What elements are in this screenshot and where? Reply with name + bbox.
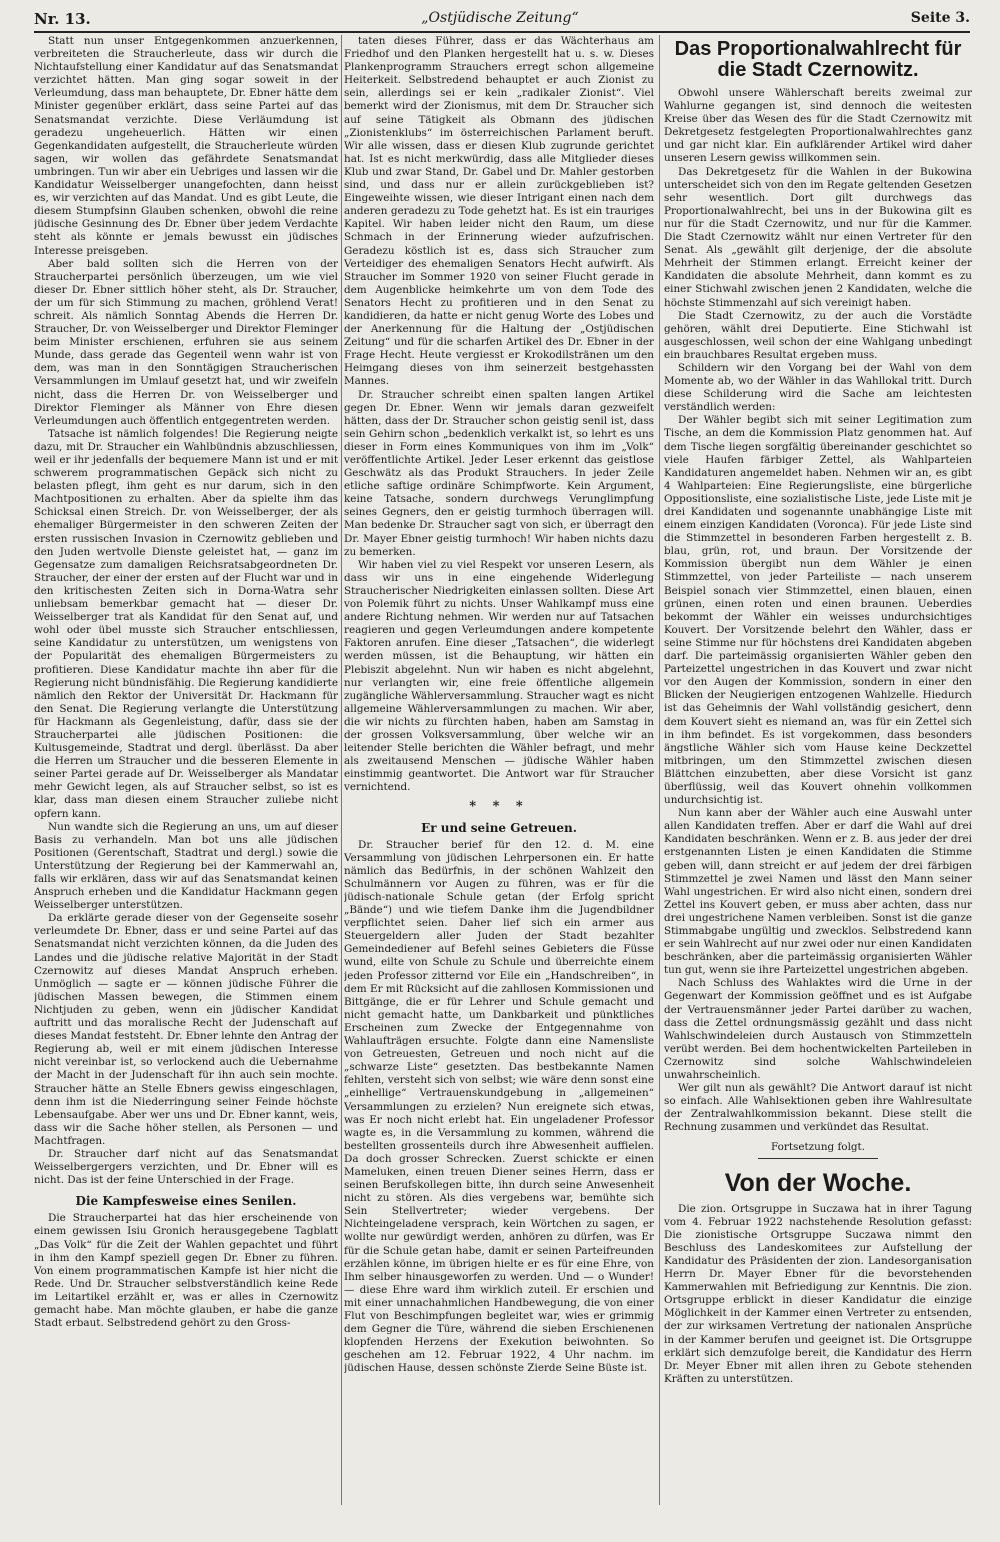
article-paragraph: Statt nun unser Entgegenkommen anzuerkennen, verbreiteten die Straucherleute, dass wir durch die Nichtaufstellung einer Kandidatur auf das Senatsmandat verzichtet hätten. Man ging sogar soweit in der Verleumdung, dass man behauptete, Dr. Ebner hätte dem Minister gegenüber erklärt, dass seine Partei auf das Senatsmandat verzichte. Diese Verläumdung ist geradezu ungeheuerlich. Hätten wir einen Gegenkandidaten aufgestellt, die Straucherleute würden sagen, wir wollen das gefährdete Senatsmandat umbringen. Tun wir aber ein Uebriges und lassen wir die Kandidatur Weisselberger unangefochten, dann heisst es, wir verzichten auf das Mandat. Und es gibt Leute, die diesem Stumpfsinn Glauben schenken, obwohl die reine jüdische Gesinnung des Dr. Ebner über jedem Verdachte steht als könnte er jemals bewusst ein jüdisches Interesse preisgeben. xyxy=(34,35,338,257)
article-paragraph: Die Straucherpartei hat das hier erscheinende von einem gewissen Isiu Gronich herausgegebene Tagblatt „Das Volk“ für die Zeit der Wahlen gepachtet und führt in ihm den Kampf speziell gegen Dr. Ebner zu führen. Von einem programmatischen Kampfe ist hier nicht die Rede. Und Dr. Straucher selbstverständlich keine Rede im Leitartikel erzählt er, was er alles in Czernowitz gemacht habe. Man möchte glauben, er habe die ganze Stadt erbaut. Selbstredend gehört zu den Gross- xyxy=(34,1212,338,1330)
article-paragraph: Schildern wir den Vorgang bei der Wahl von dem Momente ab, wo der Wähler in das Wahllokal tritt. Durch diese Schilderung wird die Sache am leichtesten verständlich werden: xyxy=(664,361,972,414)
section-headline: Von der Woche. xyxy=(724,1168,912,1197)
newspaper-title: „Ostjüdische Zeitung“ xyxy=(421,10,579,26)
issue-number: Nr. 13. xyxy=(34,10,91,28)
continuation-note: Fortsetzung folgt. xyxy=(770,1140,866,1153)
section-title: Die Kampfesweise eines Senilen. xyxy=(75,1194,297,1209)
article-paragraph: taten dieses Führer, dass er das Wächterhaus am Friedhof und den Planken hergestellt hat u. s. w. Dieses Plankenprogramm Strauchers erregt schon allgemeine Heiterkeit. Selbstredend behauptet er auch Zionist zu sein, allerdings sei er kein „radikaler Zionist“. Viel bemerkt wird der Zionismus, mit dem Dr. Straucher sich auf seine Tätigkeit als Obmann des jüdischen „Zionistenklubs“ im österreichischen Parlament beruft. Wir alle wissen, dass er diesen Klub zugrunde gerichtet hat. Ist es nicht merkwürdig, dass alle Mitglieder dieses Klub und zwar Stand, Dr. Gabel und Dr. Mahler gestorben sind, und dass nur er allein zurückgeblieben ist? Eingeweihte wissen, wie dieser Intrigant einen nach dem anderen geradezu zu Tode gehetzt hat. Es ist ein trauriges Kapitel. Wir haben leider nicht den Raum, um diese Schmach in der Erinnerung wieder aufzufrischen. Geradezu köstlich ist es, dass sich Straucher zum Verteidiger des ehemaligen Senators Hecht aufwirft. Als Straucher im Sommer 1920 von seiner Flucht gerade in dem Augenblicke heimkehrte um von dem Tode des Senators Hecht zu profitieren und in den Senat zu kandidieren, da hatte er nicht genug Worte des Lobes und der Anerkennung für die Haltung der „Ostjüdischen Zeitung“ und für die scharfen Artikel des Dr. Ebner in der Frage Hecht. Heute vergiesst er Krokodilstränen um den Heimgang dieses von ihm seinerzeit bestgehassten Mannes. xyxy=(344,35,654,388)
article-paragraph: Das Dekretgesetz für die Wahlen in der Bukowina unterscheidet sich von den im Regate geltenden Gesetzen sehr wesentlich. Dort gilt durchwegs das Proportionalwahlrecht, bei uns in der Bukowina gilt es nur für die Stadt Czernowitz, und nur für die Kammer. Die Stadt Czernowitz wählt nur einen Vertreter für den Senat. Als „gewählt gilt derjenige, der die absolute Mehrheit der Stimmen erlangt. Erreicht keiner der Kandidaten die absolute Mehrheit, dann kommt es zu einer Stichwahl zwischen jenen 2 Kandidaten, welche die höchste Stimmenzahl auf sich vereinigt haben. xyxy=(664,165,972,309)
article-headline: Das Proportionalwahlrecht für die Stadt Czernowitz. xyxy=(674,38,962,81)
article-paragraph: Dr. Straucher darf nicht auf das Senatsmandat Weisselbergergers verzichten, und Dr. Ebner will es nicht. Das ist der feine Unterschied in der Frage. xyxy=(34,1147,338,1187)
column-2 xyxy=(344,35,654,1505)
section-title: Er und seine Getreuen. xyxy=(421,820,577,835)
article-paragraph: Aber bald sollten sich die Herren von der Straucherpartei persönlich überzeugen, um wie viel dieser Dr. Ebner sittlich höher steht, als Dr. Straucher, der um für sich Stimmung zu machen, gröhlend Verat! schreit. Als nämlich Sonntag Abends die Herren Dr. Straucher, Dr. von Weisselberger und Direktor Fleminger beim Minister erschienen, erfuhren sie aus seinem Munde, dass gerade das Gegenteil wenn wahr ist von dem, was man in den Sonntägigen Straucherischen Versammlungen im Umlauf gesetzt hat, und wir zweifeln nicht, dass die Herren Dr. von Weisselberger und Direktor Fleminger als Männer von Ehre diesen Verleumdungen auch öffentlich entgegentreten werden. xyxy=(34,257,338,427)
page-header xyxy=(30,8,970,30)
column-divider xyxy=(341,35,342,1505)
column-1 xyxy=(34,35,338,1505)
article-paragraph: Obwohl unsere Wählerschaft bereits zweimal zur Wahlurne gegangen ist, sind dennoch die weitesten Kreise über das Wesen des für die Stadt Czernowitz mit Dekretgesetz festgelegten Proportionalwahlrechtes ganz und gar nicht klar. Ein aufklärender Artikel wird daher unseren Lesern gewiss willkommen sein. xyxy=(664,87,972,165)
header-rule xyxy=(34,31,970,33)
article-paragraph: Dr. Straucher berief für den 12. d. M. eine Versammlung von jüdischen Lehrpersonen ein. Er hatte nämlich das Bedürfnis, in der schönen Wahlzeit den Schulmännern vor Augen zu führen, was er für die jüdisch-nationale Schule getan (der Erfolg spricht „Bände“) und wie tiefem Danke ihm die Jugendbildner verpflichtet seien. Daher lief sich ein armer aus Steuergeldern aller Juden der Stadt bezahlter Gemeindediener auf Befehl seines Gebieters die Füsse wund, eilte von Schule zu Schule und überreichte einem jeden Professor zitternd vor Eile ein „Handschreiben“, in dem Er mit Rücksicht auf die zahllosen Kommissionen und Bittgänge, die er für Lehrer und Schule gemacht und nicht gemacht hatte, um Dankbarkeit und pünktliches Erscheinen zum Zwecke der Entgegennahme von Wahlaufträgen ersuchte. Folgte dann eine Namensliste von Getreuesten, Getreuen und noch nicht auf die „schwarze Liste“ gesetzten. Das bestbekannte Namen fehlten, versteht sich von selbst; wie wäre denn sonst eine „einhellige“ Vertrauenskundgebung in „allgemeinen“ Versammlungen zu erzielen? Nun ereignete sich etwas, was Er noch nicht erlebt hat. Ein ungeladener Professor wagte es, in die Versammlung zu kommen, während die bestellten grossenteils durch ihre Abwesenheit auffielen. Da doch grosser Schrecken. Zuerst schickte er einen Mameluken, einen treuen Diener seines Herrn, dass er seinen Berufskollegen bitte, ihn durch seine Anwesenheit nicht zu stören. Als dies vergebens war, bemühte sich Sein Stellvertreter; wieder vergebens. Der Nichteingeladene versprach, kein Wörtchen zu sagen, er wollte nur gewürdigt werden, anhören zu dürfen, was Er für die Schule getan habe, damit er seinen Parteifreunden erzählen könne, im übrigen hielte er es für eine Ehre, von Ihm selber hinausgeworfen zu werden. Und — o Wunder! — diese Ehre ward ihm wirklich zuteil. Er erschien und mit einer unnachahmlichen Handbewegung, die von einer Flut von Beschimpfungen begleitet war, wies er grimmig dem Gegner die Türe, während die sieben Erschienenen klopfenden Herzens der Exekution beiwohnten. So geschehen am 12. Februar 1922, 4 Uhr nachm. im jüdischen Hause, dessen schönste Zierde Seine Büste ist. xyxy=(344,838,654,1375)
article-paragraph: Die zion. Ortsgruppe in Suczawa hat in ihrer Tagung vom 4. Februar 1922 nachstehende Resolution gefasst: Die zionistische Ortsgruppe Suczawa nimmt den Beschluss des Landeskomitees zur Aufstellung der Kandidatur des Präsidenten der zion. Landesorganisation Herrn Dr. Mayer Ebner für die bevorstehenden Kammerwahlen mit Befriedigung zur Kenntnis. Die zion. Ortsgruppe erblickt in dieser Kandidatur die einzige Möglichkeit in der Kammer einen Vertreter zu entsenden, der zur wirksamen Vertretung der nationalen Ansprüche in der Kammer berufen und geeignet ist. Die Ortsgruppe erklärt sich demzufolge bereit, die Kandidatur des Herrn Dr. Meyer Ebner mit allen ihren zu Gebote stehenden Kräften zu unterstützen. xyxy=(664,1202,972,1385)
article-paragraph: Tatsache ist nämlich folgendes! Die Regierung neigte dazu, mit Dr. Straucher ein Wahlbündnis abzuschliessen, weil er ihr jedenfalls der bequemere Mann ist und er mit schwerem programmatischen Gepäck sich nicht zu belasten pflegt, ihm geht es nur darum, sich in den Machtpositionen zu erhalten. Aber da spielte ihm das Schicksal einen Streich. Dr. von Weisselberger, der als ehemaliger Bürgermeister in den schweren Zeiten der ersten russischen Invasion in Czernowitz geblieben und den Juden wertvolle Dienste geleistet hat, — ganz im Gegensatze zum damaligen Reichsratsabgeordneten Dr. Straucher, der einer der ersten auf der Flucht war und in den kritischesten Zeiten sich in Dorna-Watra sehr unliebsam bemerkbar gemacht hat — dieser Dr. Weisselberger trat als Kandidat für den Senat auf, und wohl oder übel musste sich Straucher entschliessen, seine Kandidatur zu unterstützen, um wenigstens von der Popularität des ehemaligen Bürgermeisters zu profitieren. Diese Kandidatur machte ihn aber für die Regierung nicht bündnisfähig. Die Regierung kandidierte nämlich den Rektor der Universität Dr. Hackmann für den Senat. Die Regierung verlangte die Unterstützung für Hackmann als Gegenleistung, dafür, dass sie der Straucherpartei alle jüdischen Positionen: die Kultusgemeinde, Stadtrat und dergl. überlässt. Da aber die Herren um Straucher und die besseren Elemente in seiner Partei gerade auf Dr. Weisselberger als Mandatar mehr Gewicht legen, als auf Straucher selbst, so ist es klar, dass man diesen einem Straucher zuliebe nicht opfern kann. xyxy=(34,427,338,820)
article-paragraph: Nun kann aber der Wähler auch eine Auswahl unter allen Kandidaten treffen. Aber er darf die Wahl auf drei Kandidaten beschränken. Wenn er z. B. aus jeder der drei erstgenannten Listen je einen Kandidaten die Stimme geben will, dann streicht er auf jedem der drei färbigen Stimmzettel je zwei Namen und lässt den Mann seiner Wahl ungestrichen. Er wird also nicht einen, sondern drei Zettel ins Kouvert geben, er muss aber achten, dass nur drei ungestrichene Namen verbleiben. Sonst ist die ganze Stimmabgabe ungültig und zwecklos. Selbstredend kann er sein Wahlrecht auf nur zwei oder nur einen Kandidaten beschränken, aber die parteimässig organisierten Wähler tun gut, wenn sie ihre Parteizettel ungestrichen abgeben. xyxy=(664,807,972,977)
column-divider xyxy=(659,35,660,1505)
section-separator: * * * xyxy=(469,799,529,815)
article-paragraph: Wer gilt nun als gewählt? Die Antwort darauf ist nicht so einfach. Alle Wahlsektionen geben ihre Wahlresultate der Zentralwahlkommission bekannt. Diese stellt die Rechnung zusammen und verkündet das Resultat. xyxy=(664,1082,972,1134)
article-paragraph: Nun wandte sich die Regierung an uns, um auf dieser Basis zu verhandeln. Man bot uns alle jüdischen Positionen (Gerentschaft, Stadtrat und dergl.) sowie die Unterstützung der Regierung bei der Kammerwahl an, falls wir erklären, dass wir auf das Senatsmandat keinen Anspruch erheben und die Kandidatur Hackmann gegen Weisselberger unterstützen. xyxy=(34,820,338,912)
column-3 xyxy=(664,35,972,1505)
article-paragraph: Der Wähler begibt sich mit seiner Legitimation zum Tische, an dem die Kommission Platz genommen hat. Auf dem Tische liegen sorgfältig übereinander geschichtet so viele Haufen färbiger Zettel, als Wahlparteien Kandidaturen angemeldet haben. Nehmen wir an, es gibt 4 Wahlparteien: Eine Regierungsliste, eine bürgerliche Oppositionsliste, eine sozialistische Liste, jede Liste mit je drei Kandidaten und sogenannte unabhängige Liste mit einem einzigen Kandidaten (Voronca). Für jede Liste sind die Stimmzettel in besonderen Farben hergestellt z. B. blau, grün, rot, und braun. Der Vorsitzende der Kommission übergibt nun dem Wähler je einen Stimmzettel, von jeder Parteiliste — nach unserem Beispiel sonach vier Stimmzettel, einen blauen, einen grünen, einen roten und einen braunen. Ueberdies bekommt der Wähler ein weisses undurchsichtiges Kouvert. Der Vorsitzende belehrt den Wähler, dass er seine Stimme nur für höchstens drei Kandidaten abgeben darf. Die parteimässig organisierten Wähler geben den Parteizettel ungestrichen in das Kouvert und zwar nicht vor den Augen der Kommission, sondern in einer den Blicken der Neugierigen entzogenen Wahlzelle. Hiedurch ist das Geheimnis der Wahl vollständig gesichert, denn dem Kouvert sieht es niemand an, was für ein Zettel sich in ihm befindet. Es ist vorgekommen, dass besonders ängstliche Wähler sich vom Hause keine Deckzettel mitbringen, um den Stimmzettel zwischen diesen Blättchen einzubetten, aber diese Vorsicht ist ganz überflüssig, weil das Kouvert ohnehin vollkommen undurchsichtig ist. xyxy=(664,414,972,807)
article-paragraph: Wir haben viel zu viel Respekt vor unseren Lesern, als dass wir uns in eine eingehende Widerlegung Straucherischer Niedrigkeiten einlassen sollten. Diese Art von Polemik führt zu nichts. Unser Wahlkampf muss eine andere Richtung nehmen. Wir werden nur auf Tatsachen reagieren und gegen Verleumdungen andere kompetente Faktoren anrufen. Eine dieser „Tatsachen“, die widerlegt werden müssen, ist die Behauptung, wir hätten ein Plebiszit abgelehnt. Nun wir haben es nicht abgelehnt, nur verlangten wir, eine freie öffentliche allgemein zugängliche Wählerversammlung. Straucher wagt es nicht allgemeine Wählerversammlungen zu machen. Wir aber, die wir nichts zu fürchten haben, haben am Samstag in der grossen Volksversammlung, über welche wir an leitender Stelle berichten die Wähler befragt, und mehr als zweitausend Menschen — jüdische Wähler haben einstimmig geantwortet. Die Antwort war für Straucher vernichtend. xyxy=(344,558,654,794)
article-paragraph: Nach Schluss des Wahlaktes wird die Urne in der Gegenwart der Kommission geöffnet und es ist Aufgabe der Vertrauensmänner jeder Partei darüber zu wachen, dass die Zettel ordnungsmässig gezählt und dass nicht Wahlschwindeleien durch Austausch von Stimmzetteln verübt werden. Bei dem hochentwickelten Parteileben in Czernowitz sind solche Wahlschwindeleien unwahrscheinlich. xyxy=(664,977,972,1082)
article-paragraph: Dr. Straucher schreibt einen spalten langen Artikel gegen Dr. Ebner. Wenn wir jemals daran gezweifelt hätten, dass der Dr. Straucher schon geistig senil ist, dass sein Gehirn schon „bedenklich verkalkt ist, so lehrt es uns dieser in Form eines Kommuniques von ihm im „Volk“ veröffentlichte Artikel. Jeder Leser erkennt das geistlose Geschwätz als das Produkt Strauchers. In jeder Zeile etliche saftige ordinäre Schimpfworte. Kein Argument, keine Tatsache, sondern durchwegs Verunglimpfung seines Gegners, den er geistig turmhoch überragen will. Man bedenke Dr. Straucher sagt von sich, er überragt den Dr. Mayer Ebner geistig turmhoch! Wir haben nichts dazu zu bemerken. xyxy=(344,388,654,558)
section-rule xyxy=(758,1158,878,1159)
article-paragraph: Die Stadt Czernowitz, zu der auch die Vorstädte gehören, wählt drei Deputierte. Eine Stichwahl ist ausgeschlossen, weil schon der eine Wahlgang unbedingt ein brauchbares Resultat ergeben muss. xyxy=(664,309,972,361)
page-number: Seite 3. xyxy=(910,10,970,26)
article-paragraph: Da erklärte gerade dieser von der Gegenseite sosehr verleumdete Dr. Ebner, dass er und seine Partei auf das Senatsmandat nicht verzichten können, da die Juden des Landes und die jüdische relative Majorität in der Stadt Czernowitz auf dieses Mandat Anspruch erheben. Unmöglich — sagte er — können jüdische Führer die jüdischen Massen bewegen, die Stimmen einem Nichtjuden zu geben, wenn ein jüdischer Kandidat auftritt und das moralische Recht der Judenschaft auf dieses Mandat feststeht. Dr. Ebner lehnte den Antrag der Regierung ab, weil er mit einem jüdischen Interesse nicht vereinbar ist, so verlockend auch die Uebernahme der Macht in der Judenschaft für ihn auch sein mochte. Straucher hätte an Stelle Ebners gewiss eingeschlagen, denn ihm ist die Niederringung seiner Feinde höchste Lebensaufgabe. Aber wer uns und Dr. Ebner kannt, weis, dass wir die Sache höher stellen, als Personen — und Machtfragen. xyxy=(34,912,338,1147)
